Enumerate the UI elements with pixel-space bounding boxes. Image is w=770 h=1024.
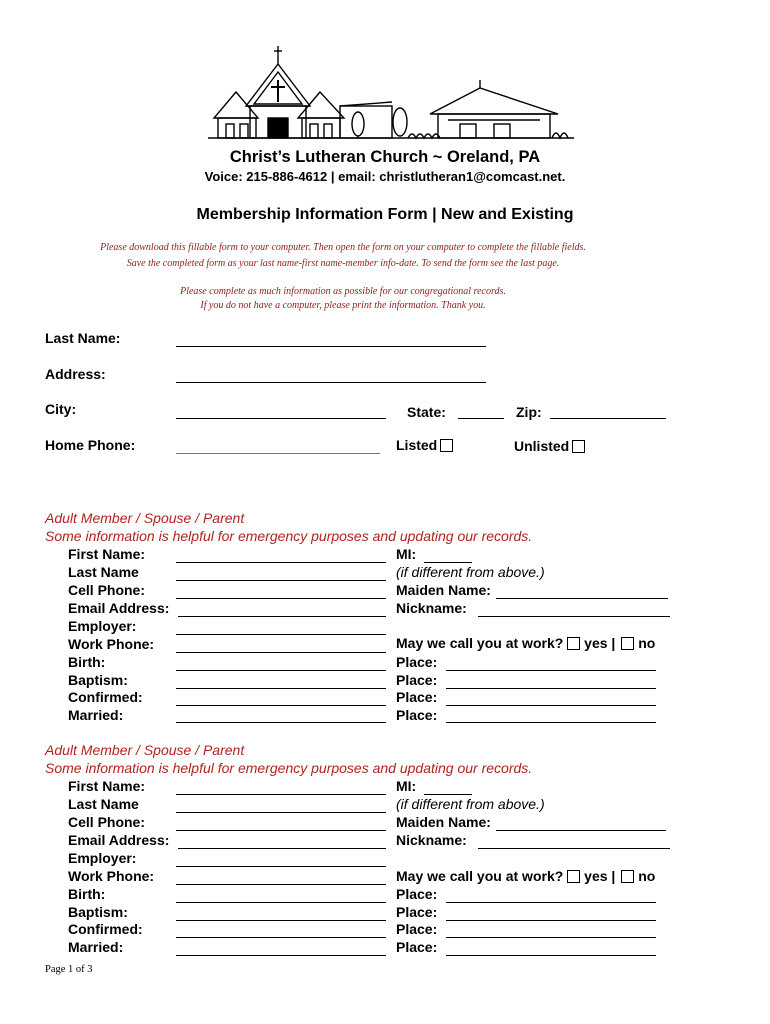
- maiden-name-field[interactable]: [496, 830, 666, 831]
- baptism-field[interactable]: [176, 688, 386, 689]
- member-last-name-field[interactable]: [176, 580, 386, 581]
- city-field[interactable]: [176, 418, 386, 419]
- call-at-work-label: May we call you at work?: [396, 868, 564, 884]
- unlisted-label: Unlisted: [514, 438, 570, 454]
- member-last-name-label: Last Name: [68, 796, 139, 812]
- member-section-2-note: Some information is helpful for emergency purposes and updating our records.: [45, 760, 533, 776]
- nickname-label: Nickname:: [396, 600, 467, 616]
- maiden-name-field[interactable]: [496, 598, 668, 599]
- call-at-work-question: [396, 635, 655, 651]
- first-name-field[interactable]: [176, 794, 386, 795]
- nickname-label: Nickname:: [396, 832, 467, 848]
- mi-field[interactable]: [424, 562, 472, 563]
- cell-phone-field[interactable]: [176, 598, 386, 599]
- listed-label: Listed: [396, 437, 438, 453]
- baptism-place-field[interactable]: [446, 920, 656, 921]
- work-phone-label: Work Phone:: [68, 868, 155, 884]
- unlisted-checkbox[interactable]: [572, 440, 585, 453]
- mi-label: MI:: [396, 778, 417, 794]
- baptism-place-label: Place:: [396, 672, 438, 688]
- work-phone-field[interactable]: [176, 652, 386, 653]
- married-label: Married:: [68, 707, 124, 723]
- form-title: Membership Information Form | New and Existing: [196, 206, 574, 223]
- first-name-field[interactable]: [176, 562, 386, 563]
- last-name-label: Last Name:: [45, 330, 121, 346]
- birth-label: Birth:: [68, 654, 106, 670]
- church-name: Christ’s Lutheran Church ~ Oreland, PA: [229, 148, 541, 166]
- employer-field[interactable]: [176, 634, 386, 635]
- nickname-field[interactable]: [478, 848, 670, 849]
- first-name-label: First Name:: [68, 546, 146, 562]
- married-place-label: Place:: [396, 707, 438, 723]
- email-address-label: Email Address:: [68, 600, 170, 616]
- baptism-label: Baptism:: [68, 672, 128, 688]
- instruction-line-4: If you do not have a computer, please print the information. Thank you.: [200, 300, 486, 311]
- cell-phone-field[interactable]: [176, 830, 386, 831]
- listed-checkbox[interactable]: [440, 439, 453, 452]
- married-place-field[interactable]: [446, 722, 656, 723]
- cell-phone-label: Cell Phone:: [68, 582, 146, 598]
- birth-place-label: Place:: [396, 654, 438, 670]
- baptism-place-label: Place:: [396, 904, 438, 920]
- married-field[interactable]: [176, 722, 386, 723]
- married-field[interactable]: [176, 955, 386, 956]
- last-name-field[interactable]: [176, 346, 486, 347]
- call-at-work-yes-checkbox[interactable]: [567, 637, 580, 650]
- mi-field[interactable]: [424, 794, 472, 795]
- page-number: Page 1 of 3: [45, 964, 93, 975]
- birth-place-label: Place:: [396, 886, 438, 902]
- married-label: Married:: [68, 939, 124, 955]
- state-field[interactable]: [458, 418, 504, 419]
- call-at-work-label: May we call you at work?: [396, 635, 564, 651]
- employer-label: Employer:: [68, 850, 137, 866]
- member-last-name-label: Last Name: [68, 564, 139, 580]
- email-address-field[interactable]: [178, 848, 386, 849]
- first-name-label: First Name:: [68, 778, 146, 794]
- maiden-name-label: Maiden Name:: [396, 814, 491, 830]
- confirmed-place-field[interactable]: [446, 705, 656, 706]
- city-label: City:: [45, 401, 77, 417]
- address-label: Address:: [45, 366, 106, 382]
- zip-label: Zip:: [516, 404, 542, 420]
- nickname-field[interactable]: [478, 616, 670, 617]
- call-at-work-question: [396, 868, 655, 884]
- baptism-place-field[interactable]: [446, 688, 656, 689]
- birth-place-field[interactable]: [446, 902, 656, 903]
- work-phone-field[interactable]: [176, 884, 386, 885]
- no-label: no: [638, 635, 656, 651]
- confirmed-label: Confirmed:: [68, 921, 143, 937]
- birth-label: Birth:: [68, 886, 106, 902]
- instruction-line-1: Please download this fillable form to your computer. Then open the form on your computer to complete the fillable fields.: [100, 242, 586, 253]
- married-place-label: Place:: [396, 939, 438, 955]
- if-different-note: (if different from above.): [396, 564, 545, 580]
- home-phone-field[interactable]: [176, 453, 380, 454]
- yes-label: yes |: [584, 868, 616, 884]
- if-different-note: (if different from above.): [396, 796, 545, 812]
- employer-label: Employer:: [68, 618, 137, 634]
- state-label: State:: [407, 404, 446, 420]
- instruction-line-2: Save the completed form as your last name-first name-member info-date. To send the form see the last page.: [126, 258, 560, 269]
- address-field[interactable]: [176, 382, 486, 383]
- contact-info: Voice: 215-886-4612 | email: christlutheran1@comcast.net.: [204, 169, 566, 184]
- confirmed-place-field[interactable]: [446, 937, 656, 938]
- birth-field[interactable]: [176, 902, 386, 903]
- instruction-line-3: Please complete as much information as possible for our congregational records.: [180, 286, 506, 297]
- church-logo: [208, 44, 574, 148]
- married-place-field[interactable]: [446, 955, 656, 956]
- no-label: no: [638, 868, 656, 884]
- call-at-work-no-checkbox[interactable]: [621, 637, 634, 650]
- birth-place-field[interactable]: [446, 670, 656, 671]
- work-phone-label: Work Phone:: [68, 636, 155, 652]
- unlisted-option: [514, 438, 585, 454]
- member-section-1-title: Adult Member / Spouse / Parent: [45, 510, 245, 526]
- baptism-field[interactable]: [176, 920, 386, 921]
- cell-phone-label: Cell Phone:: [68, 814, 146, 830]
- home-phone-label: Home Phone:: [45, 437, 136, 453]
- yes-label: yes |: [584, 635, 616, 651]
- call-at-work-no-checkbox[interactable]: [621, 870, 634, 883]
- member-section-2-title: Adult Member / Spouse / Parent: [45, 742, 245, 758]
- birth-field[interactable]: [176, 670, 386, 671]
- mi-label: MI:: [396, 546, 417, 562]
- confirmed-label: Confirmed:: [68, 689, 143, 705]
- listed-option: [396, 437, 453, 453]
- employer-field[interactable]: [176, 866, 386, 867]
- call-at-work-yes-checkbox[interactable]: [567, 870, 580, 883]
- baptism-label: Baptism:: [68, 904, 128, 920]
- maiden-name-label: Maiden Name:: [396, 582, 491, 598]
- email-address-field[interactable]: [178, 616, 386, 617]
- member-last-name-field[interactable]: [176, 812, 386, 813]
- confirmed-place-label: Place:: [396, 921, 438, 937]
- confirmed-place-label: Place:: [396, 689, 438, 705]
- confirmed-field[interactable]: [176, 705, 386, 706]
- member-section-1-note: Some information is helpful for emergency purposes and updating our records.: [45, 528, 533, 544]
- confirmed-field[interactable]: [176, 937, 386, 938]
- email-address-label: Email Address:: [68, 832, 170, 848]
- zip-field[interactable]: [550, 418, 666, 419]
